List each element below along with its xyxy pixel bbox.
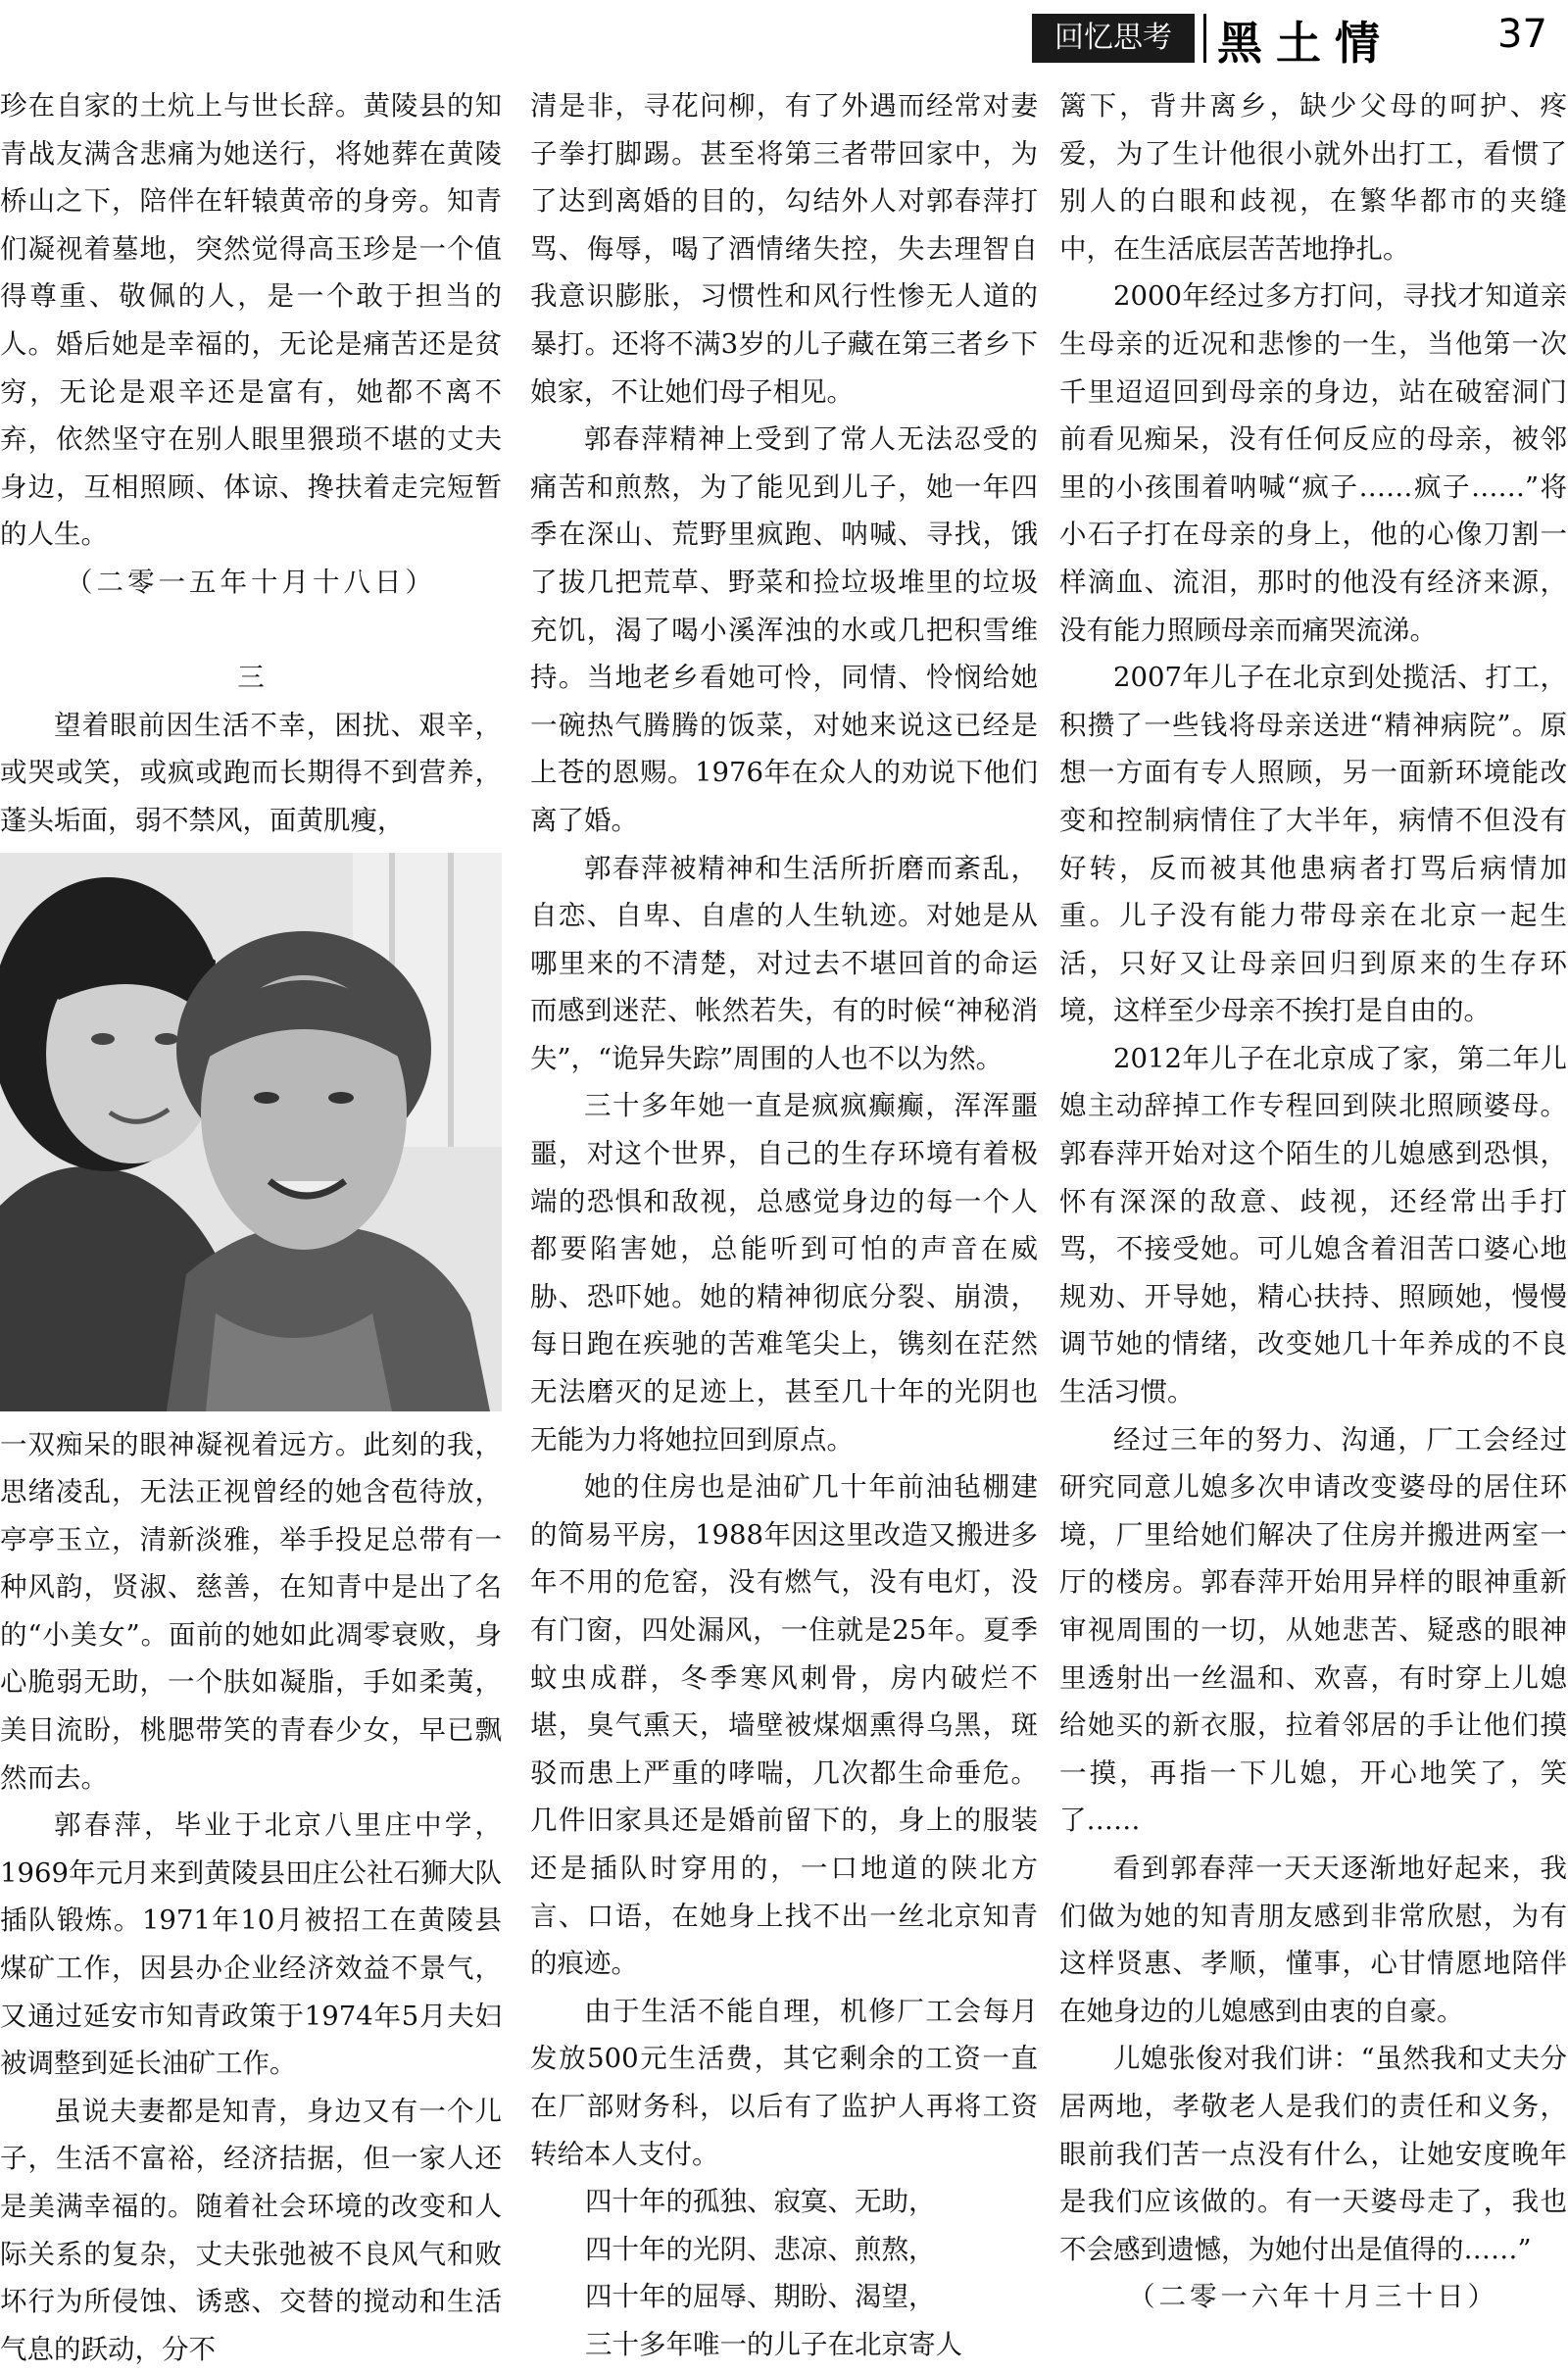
dateline: （二零一六年十月三十日） [1128, 2281, 1498, 2313]
paragraph: 2000年经过多方打问，寻找才知道亲生母亲的近况和悲惨的一生，当他第一次千里迢迢回到母亲的身边，站在破窑洞门前看见痴呆，没有任何反应的母亲，被邻里的小孩围着呐喊“疯子……疯子……”将小石子打在母亲的身上，他的心像刀割一样滴血、流泪，那时的他没有经济来源，没有能力照顾母亲而痛哭流涕。 [1059, 280, 1567, 646]
column-2 [530, 82, 1038, 2360]
column-3 [1059, 82, 1567, 2313]
paragraph: 她的住房也是油矿几十年前油毡棚建的简易平房，1988年因这里改造又搬进多年不用的危窑，没有燃气，没有电灯，没有门窗，四处漏风，一住就是25年。夏季蚊虫成群，冬季寒风刺骨，房内破烂不堪，臭气熏天，墙壁被煤烟熏得乌黑，斑驳而患上严重的哮喘，几次都生命垂危。几件旧家具还是婚前留下的，身上的服装还是插队时穿用的，一口地道的陕北方言、口语，在她身上找不出一丝北京知青的痕迹。 [530, 1471, 1038, 1980]
page-number: 37 [1497, 12, 1547, 57]
photo-illustration [0, 853, 502, 1411]
paragraph: 望着眼前因生活不幸，困扰、艰辛，或哭或笑，或疯或跑而长期得不到营养，蓬头垢面，弱不禁风，面黄肌瘦， [0, 709, 502, 836]
column-1 [0, 82, 502, 2365]
paragraph: 郭春萍，毕业于北京八里庄中学，1969年元月来到黄陵县田庄公社石狮大队插队锻炼。1971年10月被招工在黄陵县煤矿工作，因县办企业经济效益不景气，又通过延安市知青政策于1974年5月夫妇被调整到延长油矿工作。 [0, 1809, 502, 2080]
paragraph: 郭春萍精神上受到了常人无法忍受的痛苦和煎熬，为了能见到儿子，她一年四季在深山、荒野里疯跑、呐喊、寻找，饿了拔几把荒草、野菜和捡垃圾堆里的垃圾充饥，渴了喝小溪浑浊的水或几把积雪维持。当地老乡看她可怜，同情、怜悯给她一碗热气腾腾的饭菜，对她来说这已经是上苍的恩赐。1976年在众人的劝说下他们离了婚。 [530, 423, 1038, 836]
magazine-brand: 黑土情 [1217, 17, 1394, 70]
dateline: （二零一五年十月十八日） [66, 566, 436, 598]
section-number: 三 [237, 662, 265, 694]
portrait-photo [0, 853, 502, 1411]
paragraph: 清是非，寻花问柳，有了外遇而经常对妻子拳打脚踢。甚至将第三者带回家中，为了达到离婚的目的，勾结外人对郭春萍打骂、侮辱，喝了酒情绪失控，失去理智自我意识膨胀，习惯性和风行性惨无人道的暴打。还将不满3岁的儿子藏在第三者乡下娘家，不让她们母子相见。 [530, 90, 1038, 408]
paragraph: 2012年儿子在北京成了家，第二年儿媳主动辞掉工作专程回到陕北照顾婆母。郭春萍开始对这个陌生的儿媳感到恐惧，怀有深深的敌意、歧视，还经常出手打骂，不接受她。可儿媳含着泪苦口婆心地规劝、开导她，精心扶持、照顾她，慢慢调节她的情绪，改变她几十年养成的不良生活习惯。 [1059, 1042, 1567, 1409]
poem-line: 四十年的光阴、悲凉、煎熬， [585, 2233, 936, 2265]
page-header [0, 0, 1568, 71]
paragraph: 2007年儿子在北京到处揽活、打工，积攒了一些钱将母亲送进“精神病院”。原想一方面有专人照顾，另一面新环境能改变和控制病情住了大半年，病情不但没有好转，反而被其他患病者打骂后病情加重。儿子没有能力带母亲在北京一起生活，只好又让母亲回归到原来的生存环境，这样至少母亲不挨打是自由的。 [1059, 662, 1567, 1027]
paragraph: 由于生活不能自理，机修厂工会每月发放500元生活费，其它剩余的工资一直在厂部财务科，以后有了监护人再将工资转给本人支付。 [530, 1995, 1038, 2170]
header-divider [1203, 14, 1206, 63]
poem-line: 三十多年唯一的儿子在北京寄人 [585, 2328, 962, 2360]
poem-line: 四十年的屈辱、期盼、渴望， [585, 2281, 936, 2313]
paragraph: 经过三年的努力、沟通，厂工会经过研究同意儿媳多次申请改变婆母的居住环境，厂里给她们解决了住房并搬进两室一厅的楼房。郭春萍开始用异样的眼神重新审视周围的一切，从她悲苦、疑惑的眼神里透射出一丝温和、欢喜，有时穿上儿媳给她买的新衣服，拉着邻居的手让他们摸一摸，再指一下儿媳，开心地笑了，笑了…… [1059, 1423, 1567, 1837]
paragraph: 篱下，背井离乡，缺少父母的呵护、疼爱，为了生计他很小就外出打工，看惯了别人的白眼和歧视，在繁华都市的夹缝中，在生活底层苦苦地挣扎。 [1059, 90, 1567, 265]
paragraph: 一双痴呆的眼神凝视着远方。此刻的我，思绪凌乱，无法正视曾经的她含苞待放，亭亭玉立，清新淡雅，举手投足总带有一种风韵，贤淑、慈善，在知青中是出了名的“小美女”。面前的她如此凋零衰败，身心脆弱无助，一个肤如凝脂，手如柔荑，美目流盼，桃腮带笑的青春少女，早已飘然而去。 [0, 1428, 502, 1794]
section-tag: 回忆思考 [1032, 14, 1195, 63]
paragraph: 三十多年她一直是疯疯癫癫，浑浑噩噩，对这个世界，自己的生存环境有着极端的恐惧和敌视，总感觉身边的每一个人都要陷害她，总能听到可怕的声音在威胁、恐吓她。她的精神彻底分裂、崩溃，每日跑在疾驰的苦难笔尖上，镌刻在茫然无法磨灭的足迹上，甚至几十年的光阴也无能为力将她拉回到原点。 [530, 1090, 1038, 1456]
paragraph: 珍在自家的土炕上与世长辞。黄陵县的知青战友满含悲痛为她送行，将她葬在黄陵桥山之下，陪伴在轩辕黄帝的身旁。知青们凝视着墓地，突然觉得高玉珍是一个值得尊重、敬佩的人，是一个敢于担当的人。婚后她是幸福的，无论是痛苦还是贫穷，无论是艰辛还是富有，她都不离不弃，依然坚守在别人眼里猥琐不堪的丈夫身边，互相照顾、体谅、搀扶着走完短暂的人生。 [0, 90, 502, 551]
poem-line: 四十年的孤独、寂寞、无助， [585, 2186, 936, 2218]
paragraph: 郭春萍被精神和生活所折磨而紊乱，自恋、自卑、自虐的人生轨迹。对她是从哪里来的不清楚，对过去不堪回首的命运而感到迷茫、帐然若失，有的时候“神秘消失”，“诡异失踪”周围的人也不以为然。 [530, 852, 1038, 1074]
paragraph: 儿媳张俊对我们讲：“虽然我和丈夫分居两地，孝敬老人是我们的责任和义务，眼前我们苦一点没有什么，让她安度晚年是我们应该做的。有一天婆母走了，我也不会感到遗憾，为她付出是值得的……” [1059, 2043, 1567, 2265]
paragraph: 虽说夫妻都是知青，身边又有一个儿子，生活不富裕，经济拮据，但一家人还是美满幸福的。随着社会环境的改变和人际关系的复杂，丈夫张弛被不良风气和败坏行为所侵蚀、诱惑、交替的搅动和生活气息的跃动，分不 [0, 2095, 502, 2365]
paragraph: 看到郭春萍一天天逐渐地好起来，我们做为她的知青朋友感到非常欣慰，为有这样贤惠、孝顺，懂事，心甘情愿地陪伴在她身边的儿媳感到由衷的自豪。 [1059, 1852, 1567, 2027]
